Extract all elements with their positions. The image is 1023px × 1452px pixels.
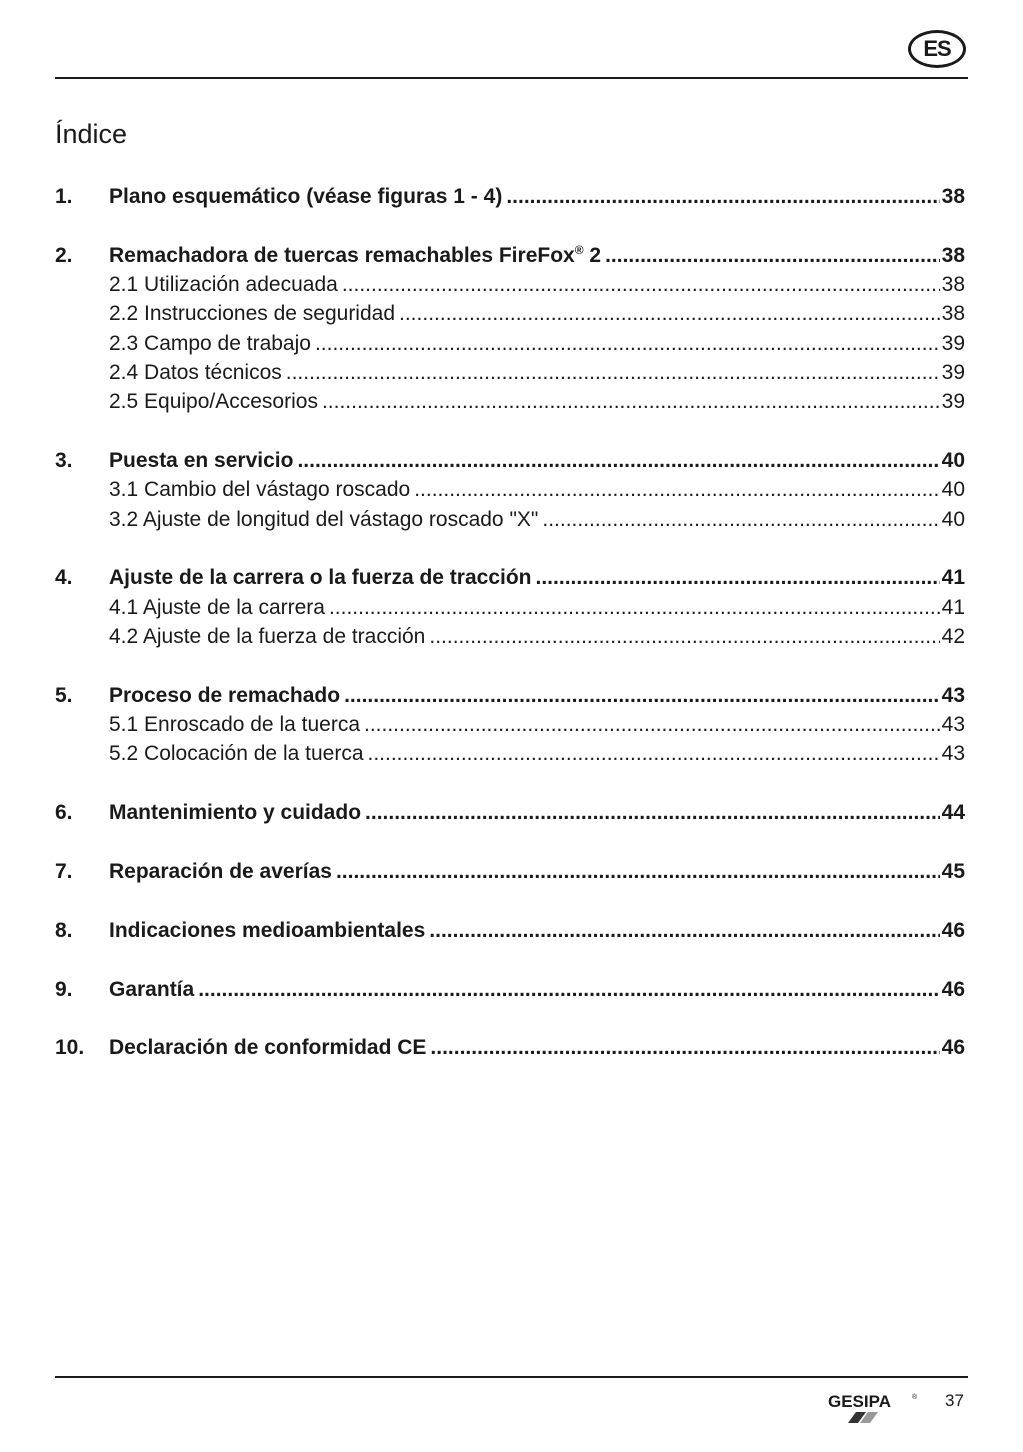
- dot-leader: [414, 475, 939, 504]
- toc-subentry[interactable]: [55, 622, 965, 651]
- language-badge: ES: [908, 30, 966, 68]
- dot-leader: [365, 798, 940, 827]
- toc-subentry-page: 39: [941, 331, 965, 355]
- toc-subentry-page: 40: [941, 478, 965, 502]
- toc-entry-page: 41: [941, 566, 965, 590]
- toc-subentry-label: 4.1 Ajuste de la carrera: [109, 595, 325, 619]
- toc-subentry[interactable]: [55, 387, 965, 416]
- header-rule: [55, 77, 968, 79]
- toc-section: [55, 1033, 965, 1062]
- dot-leader: [336, 857, 940, 886]
- toc-section: [55, 563, 965, 651]
- toc-entry-label-suffix: 2: [583, 243, 602, 267]
- dot-leader: [315, 329, 940, 358]
- logo-text: GESIPA: [828, 1392, 891, 1411]
- toc-section: [55, 446, 965, 534]
- toc-subentry-page: 39: [941, 360, 965, 384]
- toc-entry-number: 7.: [55, 860, 73, 884]
- toc-subentry-label: 3.2 Ajuste de longitud del vástago roscado "X": [109, 507, 539, 531]
- dot-leader: [344, 681, 940, 710]
- dot-leader: [364, 710, 940, 739]
- dot-leader: [368, 739, 940, 768]
- toc-entry-label-text: Remachadora de tuercas remachables FireFox: [109, 243, 575, 267]
- dot-leader: [542, 505, 939, 534]
- toc-subentry[interactable]: [55, 739, 965, 768]
- toc-subentry-label: 2.1 Utilización adecuada: [109, 273, 338, 297]
- toc-entry[interactable]: [55, 681, 965, 710]
- toc-subentry-page: 39: [941, 390, 965, 414]
- toc-entry-label-text: Proceso de remachado: [109, 683, 341, 707]
- page-number: 37: [945, 1391, 964, 1410]
- toc-entry-label-text: Indicaciones medioambientales: [109, 918, 426, 942]
- toc-section: [55, 975, 965, 1004]
- toc-entry-label: [109, 975, 194, 1004]
- toc-entry-number: 1.: [55, 185, 73, 208]
- dot-leader: [536, 563, 940, 592]
- toc-entry[interactable]: [55, 563, 965, 592]
- dot-leader: [198, 975, 939, 1004]
- toc-entry[interactable]: [55, 916, 965, 945]
- toc-subentry-label: 5.2 Colocación de la tuerca: [109, 742, 364, 766]
- table-of-contents: [55, 182, 965, 1092]
- dot-leader: [342, 270, 940, 299]
- gesipa-logo: [828, 1390, 922, 1426]
- toc-subentry-page: 38: [941, 302, 965, 326]
- toc-entry-label-text: Ajuste de la carrera o la fuerza de tracción: [109, 566, 532, 590]
- toc-subentry[interactable]: [55, 270, 965, 299]
- toc-entry-label-text: Plano esquemático (véase figuras 1 - 4): [109, 185, 503, 208]
- toc-entry-number: 4.: [55, 566, 73, 590]
- toc-entry-label: [109, 446, 293, 475]
- footer-rule: [55, 1376, 968, 1378]
- toc-subentry-label: 5.1 Enroscado de la tuerca: [109, 713, 360, 737]
- toc-subentry[interactable]: [55, 299, 965, 328]
- toc-subentry-label: 4.2 Ajuste de la fuerza de tracción: [109, 625, 426, 649]
- toc-subentry-label: 2.3 Campo de trabajo: [109, 331, 311, 355]
- toc-entry-page: 46: [941, 977, 965, 1001]
- toc-entry-label-text: Reparación de averías: [109, 860, 332, 884]
- toc-entry-page: 46: [941, 1036, 965, 1060]
- toc-entry-number: 10.: [55, 1036, 85, 1060]
- toc-entry-label: [109, 681, 340, 710]
- toc-entry[interactable]: [55, 241, 965, 270]
- toc-entry[interactable]: [55, 975, 965, 1004]
- toc-subentry[interactable]: [55, 710, 965, 739]
- toc-entry-label: [109, 563, 532, 592]
- toc-entry-label: [109, 798, 361, 827]
- toc-entry-page: 40: [941, 449, 965, 473]
- dot-leader: [429, 622, 939, 651]
- dot-leader: [430, 1033, 939, 1062]
- toc-subentry[interactable]: [55, 329, 965, 358]
- toc-entry-number: 6.: [55, 801, 73, 825]
- toc-subentry-label: 2.5 Equipo/Accesorios: [109, 390, 318, 414]
- toc-entry-label: [109, 241, 601, 270]
- toc-section: [55, 681, 965, 769]
- toc-entry[interactable]: [55, 798, 965, 827]
- toc-subentry-page: 38: [941, 273, 965, 297]
- toc-entry[interactable]: [55, 1033, 965, 1062]
- toc-subentry-label: 2.2 Instrucciones de seguridad: [109, 302, 396, 326]
- toc-entry-number: 2.: [55, 243, 73, 267]
- logo-registered-mark: ®: [912, 1394, 918, 1401]
- toc-section: [55, 798, 965, 827]
- dot-leader: [297, 446, 939, 475]
- dot-leader: [399, 299, 940, 328]
- toc-entry-number: 9.: [55, 977, 73, 1001]
- dot-leader: [286, 358, 940, 387]
- toc-entry-label: [109, 182, 502, 211]
- dot-leader: [329, 593, 940, 622]
- registered-mark: ®: [574, 242, 584, 257]
- toc-section: [55, 241, 965, 417]
- toc-subentry-label: 3.1 Cambio del vástago roscado: [109, 478, 411, 502]
- toc-subentry[interactable]: [55, 593, 965, 622]
- dot-leader: [322, 387, 940, 416]
- toc-section: [55, 182, 965, 211]
- toc-entry-label: [109, 1033, 426, 1062]
- toc-entry-page: 46: [941, 918, 965, 942]
- toc-section: [55, 916, 965, 945]
- toc-entry-page: 38: [941, 243, 965, 267]
- toc-entry-page: 43: [941, 683, 965, 707]
- toc-subentry-page: 42: [941, 625, 965, 649]
- toc-entry-label-text: Puesta en servicio: [109, 449, 294, 473]
- toc-subentry[interactable]: [55, 358, 965, 387]
- dot-leader: [605, 241, 940, 270]
- toc-subentry-page: 41: [941, 595, 965, 619]
- toc-entry-number: 8.: [55, 918, 73, 942]
- toc-subentry[interactable]: [55, 475, 965, 504]
- toc-entry-label-text: Garantía: [109, 977, 195, 1001]
- toc-entry-number: 5.: [55, 683, 73, 707]
- toc-entry-page: 45: [941, 860, 965, 884]
- toc-entry[interactable]: [55, 857, 965, 886]
- toc-entry-label-text: Declaración de conformidad CE: [109, 1036, 427, 1060]
- toc-section: [55, 857, 965, 886]
- toc-entry-label-text: Mantenimiento y cuidado: [109, 801, 362, 825]
- dot-leader: [506, 182, 939, 211]
- toc-subentry-page: 43: [941, 742, 965, 766]
- toc-subentry[interactable]: [55, 505, 965, 534]
- dot-leader: [429, 916, 939, 945]
- toc-subentry-page: 40: [941, 507, 965, 531]
- toc-entry-page: 44: [941, 801, 965, 825]
- page-title: Índice: [55, 119, 128, 149]
- toc-entry-label: [109, 857, 332, 886]
- toc-entry-label: [109, 916, 425, 945]
- toc-subentry-page: 43: [941, 713, 965, 737]
- toc-entry-page: 38: [941, 185, 965, 208]
- toc-subentry-label: 2.4 Datos técnicos: [109, 360, 282, 384]
- toc-entry[interactable]: [55, 446, 965, 475]
- toc-entry-number: 3.: [55, 449, 73, 473]
- toc-entry[interactable]: [55, 182, 965, 211]
